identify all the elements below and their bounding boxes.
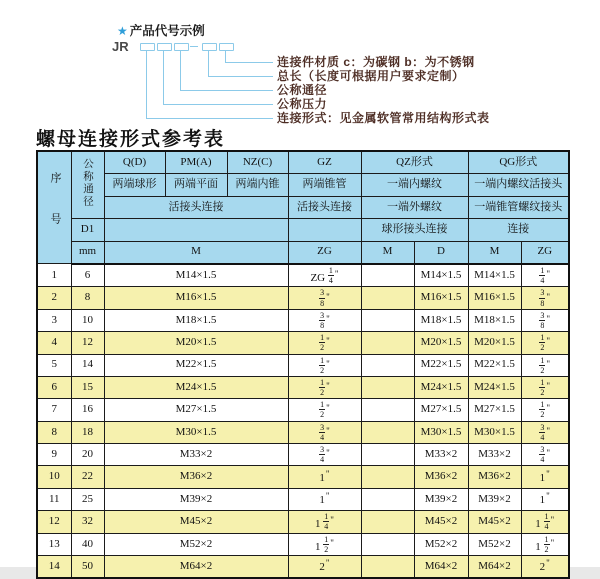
gz-cell: $\frac{3}{8}$ " <box>288 309 361 331</box>
m-thread-cell: M52×2 <box>104 533 288 555</box>
qg-m-cell: M27×1.5 <box>468 399 521 421</box>
qz-d-cell: M22×1.5 <box>414 354 468 376</box>
table-row <box>37 399 569 421</box>
m-thread-cell: M36×2 <box>104 466 288 488</box>
header-unit-qg-zg: ZG <box>521 241 569 264</box>
m-thread-cell: M22×1.5 <box>104 354 288 376</box>
qg-m-cell: M24×1.5 <box>468 376 521 398</box>
gz-cell: 1 $\frac{1}{4}$ " <box>288 511 361 533</box>
code-box-4 <box>202 43 217 51</box>
m-thread-cell: M39×2 <box>104 488 288 510</box>
gz-cell: ZG $\frac{1}{4}$ " <box>288 264 361 287</box>
serial-cell: 4 <box>37 332 71 354</box>
gz-cell: $\frac{1}{2}$ " <box>288 399 361 421</box>
qg-m-cell: M45×2 <box>468 511 521 533</box>
qg-m-cell: M33×2 <box>468 444 521 466</box>
qg-zg-cell: $\frac{3}{4}$ " <box>521 444 569 466</box>
diameter-cell: 22 <box>71 466 104 488</box>
header-empty-left <box>104 219 288 241</box>
gz-cell: 1" <box>288 488 361 510</box>
diameter-cell: 20 <box>71 444 104 466</box>
qz-d-cell: M24×1.5 <box>414 376 468 398</box>
qz-m-cell <box>361 287 414 309</box>
qz-m-cell <box>361 399 414 421</box>
header-unit-qz-d: D <box>414 241 468 264</box>
header-qg-code: QG形式 <box>468 151 569 174</box>
qz-d-cell: M52×2 <box>414 533 468 555</box>
code-box-1 <box>140 43 155 51</box>
diameter-cell: 10 <box>71 309 104 331</box>
m-thread-cell: M24×1.5 <box>104 376 288 398</box>
diameter-cell: 12 <box>71 332 104 354</box>
gz-cell: $\frac{3}{4}$ " <box>288 444 361 466</box>
table-row <box>37 332 569 354</box>
gz-cell: 2" <box>288 556 361 579</box>
qz-d-cell: M20×1.5 <box>414 332 468 354</box>
header-unit-m: M <box>104 241 288 264</box>
header-unit-qz-m: M <box>361 241 414 264</box>
qg-zg-cell: $\frac{1}{4}$ " <box>521 264 569 287</box>
qg-zg-cell: $\frac{1}{2}$ " <box>521 332 569 354</box>
header-union-conn: 活接头连接 <box>104 196 288 218</box>
table-title: 螺母连接形式参考表 <box>36 129 226 150</box>
serial-cell: 12 <box>37 511 71 533</box>
diagram-label-length: 总长（长度可根据用户要求定制） <box>277 69 465 83</box>
qg-m-cell: M64×2 <box>468 556 521 579</box>
qz-d-cell: M16×1.5 <box>414 287 468 309</box>
qz-m-cell <box>361 376 414 398</box>
qz-m-cell <box>361 354 414 376</box>
header-union-conn-gz: 活接头连接 <box>288 196 361 218</box>
connector-line-form <box>146 51 273 119</box>
header-gz-desc: 两端锥管 <box>288 174 361 196</box>
diagram-label-material: 连接件材质 c：为碳钢 b：为不锈钢 <box>277 55 475 69</box>
table-row <box>37 444 569 466</box>
header-qz-conn: 球形接头连接 <box>361 219 468 241</box>
code-dash <box>190 46 198 47</box>
gz-cell: $\frac{1}{2}$ " <box>288 354 361 376</box>
qg-m-cell: M39×2 <box>468 488 521 510</box>
gz-cell: $\frac{3}{8}$ " <box>288 287 361 309</box>
qz-d-cell: M36×2 <box>414 466 468 488</box>
serial-cell: 13 <box>37 533 71 555</box>
header-diameter: 公称通径 <box>71 151 104 219</box>
header-qg-desc1: 一端内螺纹活接头 <box>468 174 569 196</box>
header-d1: D1 <box>71 219 104 241</box>
m-thread-cell: M20×1.5 <box>104 332 288 354</box>
gz-cell: $\frac{1}{2}$ " <box>288 332 361 354</box>
qz-m-cell <box>361 556 414 579</box>
qg-m-cell: M16×1.5 <box>468 287 521 309</box>
qg-zg-cell: 1 $\frac{1}{2}$ " <box>521 533 569 555</box>
qz-m-cell <box>361 444 414 466</box>
qg-zg-cell: $\frac{3}{4}$ " <box>521 421 569 443</box>
header-qg-desc2: 一端锥管螺纹接头 <box>468 196 569 218</box>
gz-cell: 1 $\frac{1}{2}$ " <box>288 533 361 555</box>
table-header <box>37 151 569 264</box>
m-thread-cell: M30×1.5 <box>104 421 288 443</box>
table-row <box>37 287 569 309</box>
serial-cell: 3 <box>37 309 71 331</box>
qz-m-cell <box>361 488 414 510</box>
header-serial: 序号 <box>37 151 71 264</box>
serial-cell: 7 <box>37 399 71 421</box>
qg-zg-cell: 2" <box>521 556 569 579</box>
table-body <box>37 264 569 578</box>
qz-m-cell <box>361 511 414 533</box>
table-row <box>37 264 569 287</box>
diagram-title-text: 产品代号示例 <box>129 24 205 38</box>
header-qz-code: QZ形式 <box>361 151 468 174</box>
qg-m-cell: M20×1.5 <box>468 332 521 354</box>
diagram-label-form: 连接形式：见金属软管常用结构形式表 <box>277 111 490 125</box>
m-thread-cell: M64×2 <box>104 556 288 579</box>
header-qz-desc2: 一端外螺纹 <box>361 196 468 218</box>
diameter-cell: 18 <box>71 421 104 443</box>
diameter-cell: 32 <box>71 511 104 533</box>
serial-cell: 14 <box>37 556 71 579</box>
qg-zg-cell: 1" <box>521 488 569 510</box>
qz-m-cell <box>361 533 414 555</box>
header-qz-desc1: 一端内螺纹 <box>361 174 468 196</box>
header-unit-zg: ZG <box>288 241 361 264</box>
qg-m-cell: M36×2 <box>468 466 521 488</box>
table-row <box>37 376 569 398</box>
star-icon: ★ <box>117 24 128 38</box>
qg-zg-cell: $\frac{1}{2}$ " <box>521 354 569 376</box>
diagram-label-diameter: 公称通径 <box>277 83 328 97</box>
qg-zg-cell: $\frac{1}{2}$ " <box>521 399 569 421</box>
gz-cell: $\frac{1}{2}$ " <box>288 376 361 398</box>
header-gz-code: GZ <box>288 151 361 174</box>
serial-cell: 9 <box>37 444 71 466</box>
qg-zg-cell: 1 $\frac{1}{4}$ " <box>521 511 569 533</box>
qg-m-cell: M22×1.5 <box>468 354 521 376</box>
serial-cell: 1 <box>37 264 71 287</box>
qz-d-cell: M18×1.5 <box>414 309 468 331</box>
qz-d-cell: M27×1.5 <box>414 399 468 421</box>
header-unit-qg-m: M <box>468 241 521 264</box>
diameter-cell: 15 <box>71 376 104 398</box>
code-box-2 <box>157 43 172 51</box>
header-q-code: Q(D) <box>104 151 165 174</box>
m-thread-cell: M14×1.5 <box>104 264 288 287</box>
qz-d-cell: M45×2 <box>414 511 468 533</box>
m-thread-cell: M33×2 <box>104 444 288 466</box>
serial-cell: 6 <box>37 376 71 398</box>
qz-m-cell <box>361 309 414 331</box>
serial-cell: 5 <box>37 354 71 376</box>
qg-zg-cell: 1" <box>521 466 569 488</box>
m-thread-cell: M45×2 <box>104 511 288 533</box>
header-mm: mm <box>71 241 104 264</box>
gz-cell: 1" <box>288 466 361 488</box>
m-thread-cell: M18×1.5 <box>104 309 288 331</box>
qg-m-cell: M18×1.5 <box>468 309 521 331</box>
table-row <box>37 309 569 331</box>
qg-zg-cell: $\frac{3}{8}$ " <box>521 309 569 331</box>
table-row <box>37 466 569 488</box>
header-nz-code: NZ(C) <box>227 151 288 174</box>
qg-m-cell: M30×1.5 <box>468 421 521 443</box>
qg-zg-cell: $\frac{1}{2}$ " <box>521 376 569 398</box>
table-row <box>37 488 569 510</box>
diameter-cell: 16 <box>71 399 104 421</box>
table-row <box>37 354 569 376</box>
code-box-3 <box>174 43 189 51</box>
qz-m-cell <box>361 466 414 488</box>
header-nz-desc: 两端内锥 <box>227 174 288 196</box>
diameter-cell: 50 <box>71 556 104 579</box>
diameter-cell: 8 <box>71 287 104 309</box>
serial-cell: 10 <box>37 466 71 488</box>
qz-m-cell <box>361 421 414 443</box>
diameter-cell: 14 <box>71 354 104 376</box>
m-thread-cell: M27×1.5 <box>104 399 288 421</box>
header-q-desc: 两端球形 <box>104 174 165 196</box>
table-row <box>37 533 569 555</box>
qg-zg-cell: $\frac{3}{8}$ " <box>521 287 569 309</box>
diameter-cell: 6 <box>71 264 104 287</box>
qz-d-cell: M33×2 <box>414 444 468 466</box>
qz-m-cell <box>361 332 414 354</box>
header-qg-conn: 连接 <box>468 219 569 241</box>
qz-m-cell <box>361 264 414 287</box>
diameter-cell: 25 <box>71 488 104 510</box>
table-row <box>37 511 569 533</box>
qz-d-cell: M39×2 <box>414 488 468 510</box>
header-empty-gz <box>288 219 361 241</box>
header-pm-desc: 两端平面 <box>165 174 227 196</box>
header-pm-code: PM(A) <box>165 151 227 174</box>
qz-d-cell: M30×1.5 <box>414 421 468 443</box>
code-box-5 <box>219 43 234 51</box>
table-row <box>37 556 569 579</box>
diagram-label-pressure: 公称压力 <box>277 97 328 111</box>
serial-cell: 8 <box>37 421 71 443</box>
qz-d-cell: M64×2 <box>414 556 468 579</box>
gz-cell: $\frac{3}{4}$ " <box>288 421 361 443</box>
diameter-cell: 40 <box>71 533 104 555</box>
diagram-title <box>117 21 205 39</box>
qz-d-cell: M14×1.5 <box>414 264 468 287</box>
qg-m-cell: M14×1.5 <box>468 264 521 287</box>
table-row <box>37 421 569 443</box>
m-thread-cell: M16×1.5 <box>104 287 288 309</box>
serial-cell: 2 <box>37 287 71 309</box>
qg-m-cell: M52×2 <box>468 533 521 555</box>
product-code-prefix: JR <box>112 39 129 54</box>
nut-connection-table <box>36 150 570 579</box>
serial-cell: 11 <box>37 488 71 510</box>
